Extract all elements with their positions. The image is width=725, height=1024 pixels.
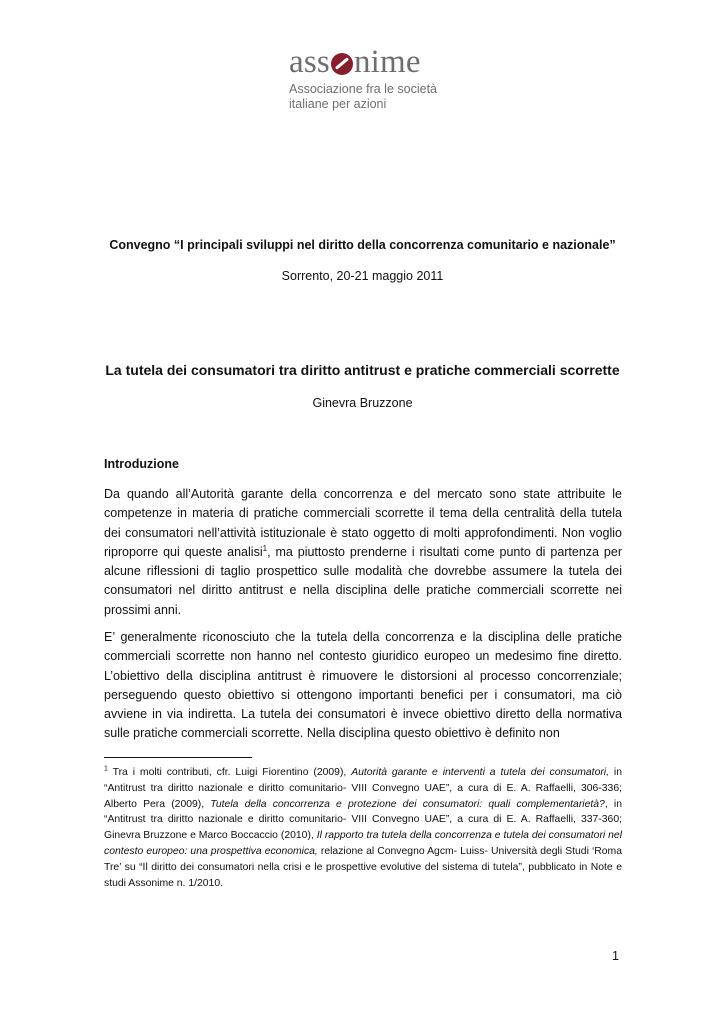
footnote-ref-1[interactable]: 1: [262, 543, 268, 553]
footnote-italic-3: Il rapporto tra tutela della concorrenza e tutela dei consumatori nel contesto europeo: una prospettiva economica,: [104, 830, 622, 857]
paragraph-1-text-b: , ma piuttosto prenderne i risultati come punto di partenza per alcune riflessioni di taglio prospettico sulle modalità che dovrebbe assumere la tutela dei consumatori nel diritto antitrust e nella disciplina delle pratiche commerciali scorrette nei prossimi anni.: [104, 544, 622, 617]
assonime-logo: [289, 44, 449, 112]
logo-word-left: ass: [289, 44, 330, 80]
logo-mark-icon: [331, 53, 353, 75]
footnote-italic-1: Autorità garante e interventi a tutela dei consumatori,: [351, 767, 609, 778]
convention-place-date: Sorrento, 20-21 maggio 2011: [281, 269, 444, 283]
logo-tagline-line-1: Associazione fra le società: [289, 82, 437, 96]
page-number: 1: [612, 949, 619, 963]
footnote-text-4: relazione al Convegno Agcm- Luiss- Università degli Studi ‘Roma Tre’ su “Il diritto dei consumatori nella crisi e le prospettive evolutive del sistema di tutela”, pubblicato in Note e studi Assonime n. 1/2010.: [104, 845, 622, 889]
footnote-separator: [104, 757, 252, 758]
paragraph-1-text-a: Da quando all’Autorità garante della concorrenza e del mercato sono state attribuite le competenze in materia di pratiche commerciali scorrette il tema della centralità della tutela dei consumatori nell’attività istituzionale è stato oggetto di molti approfondimenti. Non voglio riproporre qui queste analisi: [104, 487, 622, 559]
section-heading: Introduzione: [104, 457, 179, 471]
logo-tagline-line-2: italiane per azioni: [289, 97, 387, 111]
paper-title: La tutela dei consumatori tra diritto antitrust e pratiche commerciali scorrette: [105, 362, 620, 378]
footnote-number: 1: [104, 765, 108, 773]
footnote-1: [104, 765, 622, 891]
footnote-text-3: , in “Antitrust tra diritto nazionale e diritto comunitario- VIII Convegno UAE”, a cura di E. A. Raffaelli, 337-360; Ginevra Bruzzone e Marco Boccaccio (2010),: [104, 798, 622, 842]
footnote-text-1: Tra i molti contributi, cfr. Luigi Fiorentino (2009),: [107, 767, 352, 778]
convention-title: Convegno “I principali sviluppi nel diritto della concorrenza comunitario e nazionale”: [109, 238, 616, 252]
paper-author: Ginevra Bruzzone: [312, 396, 413, 410]
logo-word-right: nime: [353, 44, 421, 80]
footnote-text-2: in “Antitrust tra diritto nazionale e diritto comunitario- VIII Convegno UAE”, a cura di E. A. Raffaelli, 306-336; Alberto Pera (2009),: [104, 767, 622, 810]
logo-wordmark: [289, 44, 449, 80]
footnote-italic-2: Tutela della concorrenza e protezione dei consumatori: quali complementarietà?: [210, 798, 605, 810]
paragraph-2: E’ generalmente riconosciuto che la tutela della concorrenza e la disciplina delle pratiche commerciali scorrette non hanno nel contesto giuridico europeo un medesimo fine diretto. L’obiettivo della disciplina antitrust è rimuovere le distorsioni al processo concorrenziale; perseguendo questo obiettivo si ottengono importanti benefici per i consumatori, ma ciò avviene in via indiretta. La tutela dei consumatori è invece obiettivo diretto della normativa sulle pratiche commerciali scorrette. Nella disciplina questo obiettivo è definito non: [104, 630, 622, 741]
paragraph-1: [104, 485, 622, 620]
